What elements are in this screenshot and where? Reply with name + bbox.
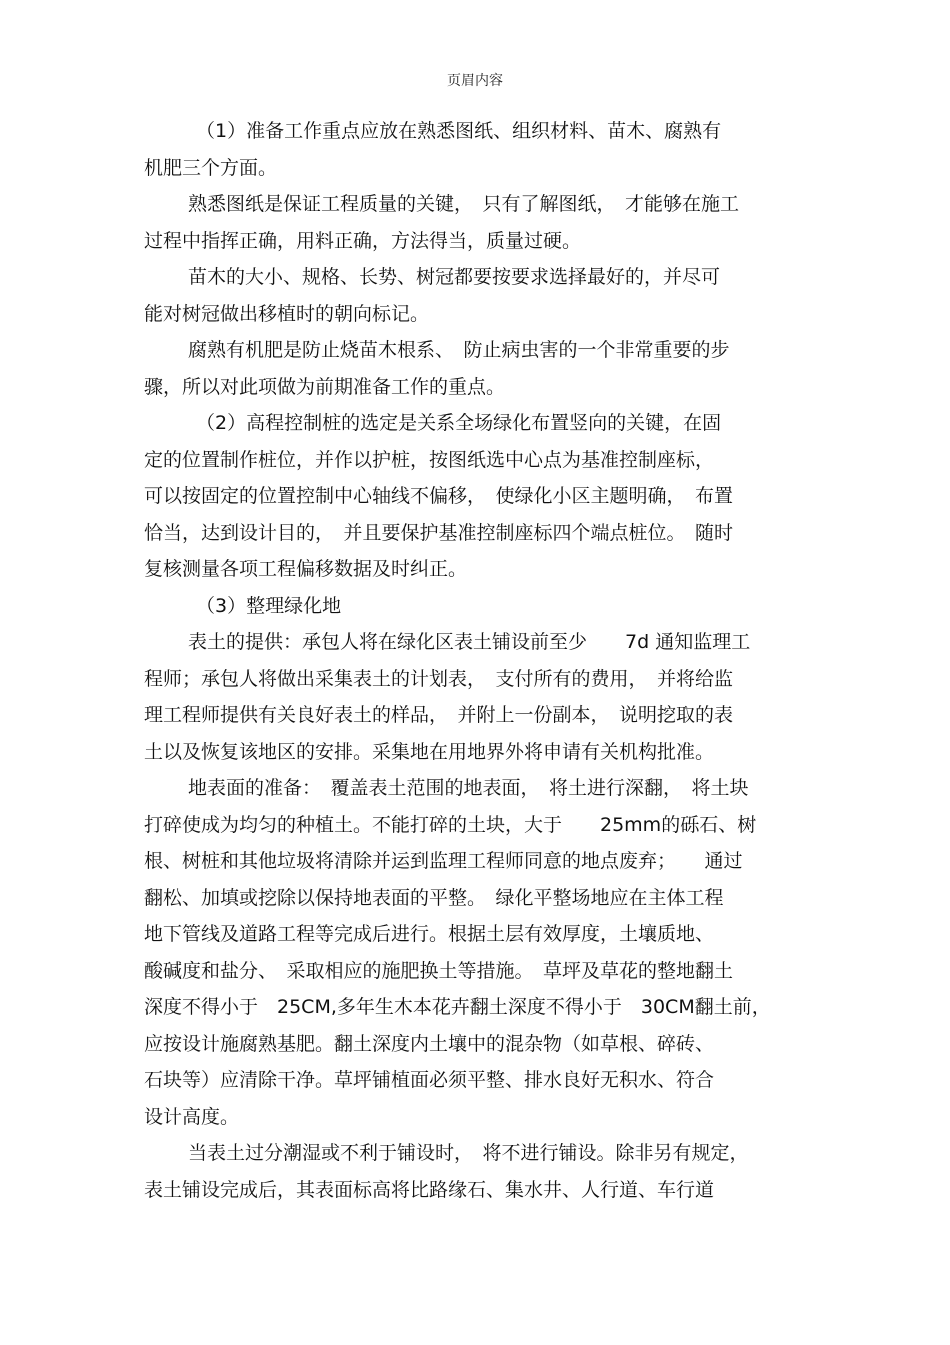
text-line: 恰当，达到设计目的， 并且要保护基准控制座标四个端点桩位。 随时 (144, 521, 734, 544)
text-line: 表土铺设完成后，其表面标高将比路缘石、集水井、人行道、车行道 (144, 1178, 715, 1201)
text-line: 定的位置制作桩位，并作以护桩，按图纸选中心点为基准控制座标， (144, 448, 715, 471)
text-line: 地表面的准备： 覆盖表土范围的地表面， 将土进行深翻， 将土块 (188, 777, 749, 799)
text-line: （1）准备工作重点应放在熟悉图纸、组织材料、苗木、腐熟有 (196, 120, 722, 142)
text-line: 程师；承包人将做出采集表土的计划表， 支付所有的费用， 并将给监 (144, 667, 734, 690)
page-header: 页眉内容 (447, 73, 503, 89)
text-line: 骤，所以对此项做为前期准备工作的重点。 (144, 375, 506, 398)
text-line: 过程中指挥正确，用料正确，方法得当，质量过硬。 (144, 229, 582, 252)
text-line: 腐熟有机肥是防止烧苗木根系、 防止病虫害的一个非常重要的步 (188, 339, 730, 361)
text-line: 深度不得小于 25CM,多年生木本花卉翻土深度不得小于 30CM翻土前， (144, 996, 771, 1018)
text-line: 当表土过分潮湿或不利于铺设时， 将不进行铺设。除非另有规定， (188, 1142, 749, 1164)
text-line: 地下管线及道路工程等完成后进行。根据土层有效厚度，土壤质地、 (144, 923, 715, 945)
text-line: 理工程师提供有关良好表土的样品， 并附上一份副本， 说明挖取的表 (144, 704, 734, 726)
text-line: 应按设计施腐熟基肥。翻土深度内土壤中的混杂物（如草根、碎砖、 (144, 1032, 715, 1055)
text-line: 机肥三个方面。 (144, 156, 278, 179)
text-line: 石块等）应清除干净。草坪铺植面必须平整、排水良好无积水、符合 (144, 1069, 715, 1091)
text-line: （3）整理绿化地 (196, 594, 342, 617)
document-body (144, 113, 816, 1208)
text-line: 打碎使成为均匀的种植土。不能打碎的土块，大于 25mm的砾石、树 (144, 813, 757, 836)
text-line: 可以按固定的位置控制中心轴线不偏移， 使绿化小区主题明确， 布置 (144, 485, 734, 507)
text-line: 能对树冠做出移植时的朝向标记。 (144, 302, 430, 325)
text-line: 复核测量各项工程偏移数据及时纠正。 (144, 558, 468, 580)
text-line: 设计高度。 (144, 1105, 240, 1128)
text-line: 熟悉图纸是保证工程质量的关键， 只有了解图纸， 才能够在施工 (188, 193, 740, 215)
text-line: 酸碱度和盐分、 采取相应的施肥换土等措施。 草坪及草花的整地翻土 (144, 959, 734, 982)
text-line: 苗木的大小、规格、长势、树冠都要按要求选择最好的，并尽可 (188, 266, 721, 288)
text-line: 根、树桩和其他垃圾将清除并运到监理工程师同意的地点废弃； 通过 (144, 850, 743, 872)
text-line: 土以及恢复该地区的安排。采集地在用地界外将申请有关机构批准。 (144, 740, 715, 763)
text-line: （2）高程控制桩的选定是关系全场绿化布置竖向的关键，在固 (196, 412, 722, 434)
text-line: 表土的提供：承包人将在绿化区表土铺设前至少 7d 通知监理工 (188, 631, 751, 653)
text-line: 翻松、加填或挖除以保持地表面的平整。 绿化平整场地应在主体工程 (144, 886, 724, 909)
